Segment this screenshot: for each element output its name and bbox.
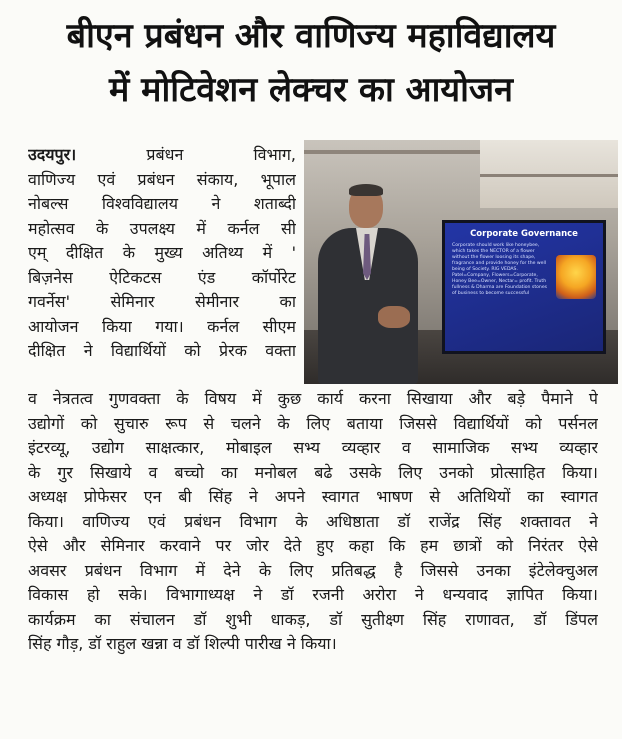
event-photo [304,140,618,384]
article-line: किया। वाणिज्य एवं प्रबंधन विभाग के अधिष्ठाता डॉ राजेंद्र सिंह शक्तावत ने [28,511,598,531]
speaker-hands [378,306,410,328]
article-line: अवसर प्रबंधन विभाग में देने के लिए प्रतिबद्ध है जिससे उनका इंटेलेक्चुअल [28,560,598,580]
article-line: इंटरव्यू, उद्योग साक्षत्कार, मोबाइल सभ्य व्यव्हार व सामाजिक सभ्य व्यव्हार [28,438,598,457]
dateline: उदयपुर। [28,145,77,164]
article-line: दीक्षित ने विद्यार्थियों को प्रेरक वक्ता [28,341,296,360]
headline-line-2: में मोटिवेशन लेक्चर का आयोजन [108,70,513,110]
article-line: वाणिज्य एवं प्रबंधन संकाय, भूपाल [28,169,296,189]
article-line: विकास हो सके। विभागाध्यक्ष ने डॉ रजनी अरोरा ने धन्यवाद ज्ञापित किया। [28,585,598,604]
article-line: व नेत्रतत्व गुणवक्ता के विषय में कुछ कार्य करना सिखाया और बड़े पैमाने पे [28,389,598,408]
article-line: कार्यक्रम का संचालन डॉ शुभी धाकड़, डॉ सुतीक्ष्ण सिंह राणावत, डॉ डिंपल [28,609,598,629]
article-line-last: सिंह गौड़, डॉ राहुल खन्ना व डॉ शिल्पी पारीख ने किया। [28,634,337,653]
slide-text: Corporate should work like honeybee, which takes the NECTOR of a flower without the flower loosing its shape, fragrance and provide honey for the well being of Society. RIG VEDAS. Patel=Company, Flowers=Corporate, Honey Bee=Owner, Nectar= profit. Truth fullness & Dharma are Foundation stones of business to become successful [452,243,548,296]
article-line [28,143,296,168]
article-line: उद्योगों को सुचारु रूप से चलने के लिए बताया जिससे विद्यार्थियों को पर्सनल [28,413,598,433]
article-line: महोत्सव के उपलक्ष्य में कर्नल सी [28,218,296,238]
article-line: अध्यक्ष प्रोफेसर एन बी सिंह ने अपने स्वागत भाषण से अतिथियों का स्वागत [28,487,598,506]
article-line: नोबल्स विश्वविद्यालय ने शताब्दी [28,194,296,213]
headline-line-1: बीएन प्रबंधन और वाणिज्य महाविद्यालय [66,16,556,56]
article-column [28,143,296,364]
photo-window [480,140,618,208]
article-line-text: प्रबंधन विभाग, [146,145,296,164]
article-line: आयोजन किया गया। कर्नल सीएम [28,316,296,336]
article-line: एम् दीक्षित के मुख्य अतिथ्य में ' [28,243,296,262]
presentation-screen [442,220,606,354]
article-line: ऐसे और सेमिनार करवाने पर जोर देते हुए कहा कि हम छात्रों को निरंतर ऐसे [28,536,598,555]
article-line: बिज़नेस ऐटिकटस एंड कॉर्पोरेट [28,267,296,287]
speaker-hair [349,184,383,196]
article-line: के गुर सिखाये व बच्चो का मनोबल बढे उसके लिए उनको प्रोत्साहित किया। [28,462,598,482]
article-line: गवर्नेस' सेमिनार सेमीनार का [28,292,296,311]
article-body [28,387,598,657]
slide-title: Corporate Governance [470,229,578,239]
slide-flower-image [556,255,596,299]
speaker-figure [310,186,430,384]
